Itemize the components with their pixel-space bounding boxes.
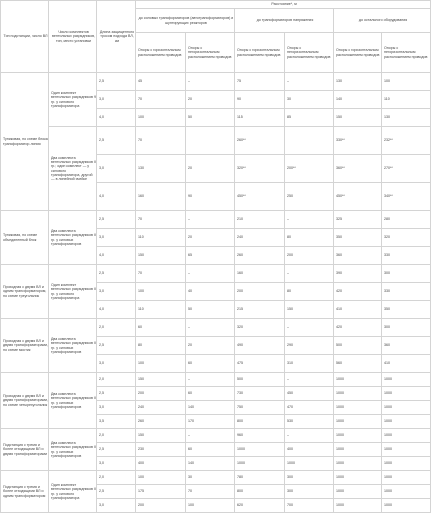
distance-value-cell: 400 [136,457,186,471]
distance-value-cell: 350 [334,229,382,247]
distance-value-cell: 1000 [334,373,382,387]
distance-value-cell: – [186,319,235,337]
distance-value-cell: 20 [186,337,235,355]
approach-length-cell: 4,0 [97,109,136,127]
distance-value-cell: 100 [136,471,186,485]
approach-length-cell: 3,0 [97,155,136,183]
distance-value-cell: 1000 [235,443,285,457]
distance-value-cell: 65 [186,247,235,265]
distance-value-cell: 1000 [285,457,334,471]
arrester-count-cell: Два комплекта вентильных разрядников II гр. у силовых трансформаторов [49,373,97,429]
distance-value-cell [285,127,334,155]
distance-value-cell: 240 [136,401,186,415]
distance-value-cell: 1000 [382,471,431,485]
distance-value-cell: 270** [382,155,431,183]
distance-value-cell: – [285,73,334,91]
distance-value-cell: 420 [334,283,382,301]
distance-value-cell: 50 [186,109,235,127]
distance-value-cell: 75 [235,73,285,91]
table-row [1,127,431,155]
distance-value-cell: 200 [136,499,186,513]
header-sub-nonhorizontal: Опоры с негоризонтальным расположением проводов [186,33,235,73]
distance-value-cell: 300 [382,319,431,337]
distance-value-cell: – [186,429,235,443]
header-group-reactors: до силовых трансформаторов (автотрансформаторов) и шунтирующих реакторов [136,9,235,33]
distance-value-cell: 300 [382,265,431,283]
distance-value-cell: 140 [334,91,382,109]
distance-value-cell: 1000 [382,485,431,499]
approach-length-cell: 2,5 [97,443,136,457]
distance-value-cell: 150 [136,247,186,265]
distance-value-cell: 960 [235,429,285,443]
distance-value-cell: 700 [285,499,334,513]
distance-value-cell: 170 [186,415,235,429]
distance-value-cell: 1000 [334,443,382,457]
distance-value-cell: 30 [186,471,235,485]
distance-value-cell: 1000 [235,457,285,471]
table-row [1,471,431,485]
table-body [1,73,431,513]
header-count: Число комплектов вентильных разрядников, тип, место установки [49,1,97,73]
distance-value-cell: 70 [136,211,186,229]
distance-value-cell: 340** [382,183,431,211]
distance-value-cell: 330 [382,283,431,301]
distance-value-cell: 400 [285,443,334,457]
distance-value-cell: 1000 [334,499,382,513]
distance-value-cell: 780 [235,471,285,485]
distance-value-cell: – [186,73,235,91]
distance-value-cell: 200** [285,155,334,183]
distance-value-cell: 800 [235,415,285,429]
distance-value-cell: 200 [136,387,186,401]
distance-value-cell: 330** [334,127,382,155]
approach-length-cell: 2,5 [97,127,136,155]
distance-value-cell: 230 [136,443,186,457]
arrester-count-cell: Два комплекта вентильных разрядников II гр. у силовых трансформаторов [49,211,97,265]
distance-value-cell: – [186,211,235,229]
distance-value-cell: 1000 [334,471,382,485]
distance-value-cell: 130 [334,73,382,91]
approach-length-cell: 3,0 [97,499,136,513]
distance-value-cell: 60 [136,319,186,337]
substation-type-cell: Тупиковая, по схеме объединенный блок [1,211,49,265]
arrester-count-cell: Два комплекта вентильных разрядников II гр. у силовых трансформаторов [49,429,97,471]
approach-length-cell: 3,5 [97,415,136,429]
distance-value-cell: 200 [285,247,334,265]
header-sub-nonhorizontal: Опоры с негоризонтальным расположением проводов [382,33,431,73]
distance-value-cell: – [186,373,235,387]
approach-length-cell: 2,0 [97,471,136,485]
distance-value-cell: 260 [235,247,285,265]
header-length: Длина защищенного тросом подхода ВЛ, км [97,1,136,73]
table-row [1,373,431,387]
distance-value-cell: 85 [285,109,334,127]
distance-value-cell: 325 [334,211,382,229]
distance-value-cell: 730 [235,387,285,401]
approach-length-cell: 4,0 [97,183,136,211]
distance-value-cell: 80 [285,229,334,247]
distance-value-cell: 420 [334,319,382,337]
approach-length-cell: 2,5 [97,337,136,355]
distance-value-cell: 250 [285,183,334,211]
distance-value-cell: 240 [235,229,285,247]
distance-value-cell: 70 [136,265,186,283]
distance-value-cell: 90 [186,183,235,211]
approach-length-cell: 3,0 [97,229,136,247]
distance-value-cell: 110 [136,301,186,319]
distance-value-cell [186,127,235,155]
distance-value-cell: 80 [285,283,334,301]
header-distance: Расстояние*, м [136,1,431,9]
distance-value-cell: 232** [382,127,431,155]
distance-value-cell: 1000 [334,457,382,471]
distance-value-cell: 70 [186,485,235,499]
arrester-count-cell: Один комплект вентильных разрядников II гр. у силового трансформатора [49,471,97,513]
distance-value-cell: – [285,429,334,443]
distance-value-cell: 1000 [382,401,431,415]
distance-value-cell: 1000 [334,415,382,429]
approach-length-cell: 2,0 [97,319,136,337]
table-row [1,211,431,229]
approach-length-cell: 2,5 [97,211,136,229]
distance-value-cell: 175 [136,485,186,499]
distance-value-cell: – [285,373,334,387]
distance-value-cell: 70 [136,127,186,155]
distance-value-cell: 150 [136,429,186,443]
distance-value-cell: 320** [235,155,285,183]
distance-value-cell: 100 [186,499,235,513]
distance-value-cell: 100 [136,355,186,373]
arrester-count-cell: Один комплект вентильных разрядников II гр. у силового трансформатора [49,265,97,319]
distance-value-cell: 115 [235,109,285,127]
header-group-other: до остального оборудования [334,9,431,33]
header-sub-horizontal: Опоры с горизонтальным расположением проводов [334,33,382,73]
distance-value-cell: 110 [136,229,186,247]
distance-value-cell: 450 [285,387,334,401]
distance-value-cell: 500 [334,337,382,355]
distance-value-cell: 160 [136,183,186,211]
distance-value-cell: 750 [235,401,285,415]
distance-value-cell: 140 [186,457,235,471]
distance-value-cell: 60 [186,387,235,401]
substation-type-cell: Проходная с двумя ВЛ и одним трансформатором, по схеме треугольник [1,265,49,319]
approach-length-cell: 4,0 [97,301,136,319]
distance-value-cell: 1000 [334,401,382,415]
table-row [1,73,431,91]
distance-value-cell: 210 [235,211,285,229]
distance-value-cell: – [285,319,334,337]
distance-value-cell: 360** [334,155,382,183]
distance-value-cell: 410 [382,355,431,373]
distance-value-cell: 20 [186,91,235,109]
distance-value-cell: 215 [235,301,285,319]
distance-value-cell: 1000 [382,457,431,471]
distance-value-cell: – [285,211,334,229]
distance-value-cell: 100 [382,73,431,91]
distance-value-cell: 20 [186,229,235,247]
distance-value-cell: 390 [334,265,382,283]
header-sub-nonhorizontal: Опоры с негоризонтальным расположением проводов [285,33,334,73]
distance-value-cell: 80 [136,337,186,355]
distance-value-cell: 200 [235,283,285,301]
distance-value-cell: 110 [382,91,431,109]
distance-value-cell: 150 [334,109,382,127]
distance-value-cell: 620 [235,499,285,513]
distance-value-cell: 300 [285,471,334,485]
distance-value-cell: 360 [382,337,431,355]
arrester-count-cell: Один комплект вентильных разрядников 9 гр. у силового трансформатора [49,73,97,127]
distance-value-cell: – [285,265,334,283]
approach-length-cell: 2,0 [97,429,136,443]
substation-type-cell: Тупиковая, по схеме блока трансформатор-линия [1,73,49,211]
distance-value-cell: 150 [136,373,186,387]
distance-value-cell: 470 [285,401,334,415]
table-row [1,319,431,337]
distance-value-cell: 1000 [382,499,431,513]
distance-value-cell: 90 [235,91,285,109]
distance-value-cell: 410 [334,301,382,319]
approach-length-cell: 3,0 [97,283,136,301]
distance-value-cell: 1000 [334,429,382,443]
distance-value-cell: 360 [334,247,382,265]
distance-value-cell: 1000 [382,429,431,443]
distance-value-cell: 475 [235,355,285,373]
distance-value-cell: 280 [382,211,431,229]
distance-value-cell: 160 [235,265,285,283]
distance-value-cell: 530 [285,415,334,429]
distance-value-cell: 320 [382,229,431,247]
approach-length-cell: 3,0 [97,91,136,109]
distance-value-cell: 1000 [334,485,382,499]
header-sub-horizontal: Опоры с горизонтальным расположением проводов [136,33,186,73]
substation-type-cell: Проходная с двумя ВЛ и двумя трансформаторами, по схеме мостик [1,319,49,373]
distance-value-cell: 450** [235,183,285,211]
distance-value-cell: 130 [382,109,431,127]
distance-value-cell: 60 [186,355,235,373]
distance-value-cell: 20 [186,155,235,183]
arrester-count-cell: Два комплекта вентильных разрядников II гр.; один комплект — у силового трансформатора, другой — в линейной ячейке [49,127,97,211]
approach-length-cell: 3,0 [97,355,136,373]
distance-value-cell: 560 [334,355,382,373]
approach-length-cell: 2,5 [97,73,136,91]
substation-type-cell: Проходная с двумя ВЛ и двумя трансформаторами, по схеме четырехугольник [1,373,49,429]
approach-length-cell: 2,5 [97,387,136,401]
distance-value-cell: 1000 [382,415,431,429]
distance-value-cell: 260** [235,127,285,155]
table-row [1,429,431,443]
distance-value-cell: 490 [235,337,285,355]
distance-value-cell: 260 [136,415,186,429]
header-group-vt: до трансформаторов напряжения [235,9,334,33]
distance-value-cell: 150 [285,301,334,319]
distance-value-cell: 500 [235,373,285,387]
distance-value-cell: 1000 [382,373,431,387]
distance-value-cell: 130 [136,155,186,183]
approach-length-cell: 3,0 [97,401,136,415]
table-row [1,265,431,283]
distance-value-cell: 70 [136,91,186,109]
distance-value-cell: 30 [285,91,334,109]
distance-value-cell: 1000 [334,387,382,401]
distance-value-cell: 350 [382,301,431,319]
distance-value-cell: 1000 [382,387,431,401]
substation-type-cell: Подстанция с тремя и более отходящими ВЛ и одним трансформатором [1,471,49,513]
distance-value-cell: 50 [186,301,235,319]
header-sub-horizontal: Опоры с горизонтальным расположением проводов [235,33,285,73]
distance-value-cell: 330 [382,247,431,265]
distance-value-cell: 800 [235,485,285,499]
approach-length-cell: 4,0 [97,247,136,265]
distance-value-cell: 290 [285,337,334,355]
approach-length-cell: 2,5 [97,265,136,283]
distance-value-cell: 60 [186,443,235,457]
distance-value-cell: 310 [285,355,334,373]
distance-value-cell: 300 [285,485,334,499]
distance-value-cell: 45 [136,73,186,91]
substation-type-cell: Подстанция с тремя и более отходящими ВЛ и двумя трансформаторами [1,429,49,471]
header-type: Тип подстанции, число ВЛ [1,1,49,73]
approach-length-cell: 3,0 [97,457,136,471]
distance-value-cell: – [186,265,235,283]
distance-value-cell: 100 [136,109,186,127]
distance-value-cell: 320 [235,319,285,337]
distance-value-cell: 100 [136,283,186,301]
distance-value-cell: 140 [186,401,235,415]
arrester-count-cell: Два комплекта вентильных разрядников II гр. у силовых трансформаторов [49,319,97,373]
approach-length-cell: 2,5 [97,485,136,499]
distance-value-cell: 40 [186,283,235,301]
distance-value-cell: 1000 [382,443,431,457]
distance-value-cell: 450** [334,183,382,211]
approach-length-cell: 2,0 [97,373,136,387]
